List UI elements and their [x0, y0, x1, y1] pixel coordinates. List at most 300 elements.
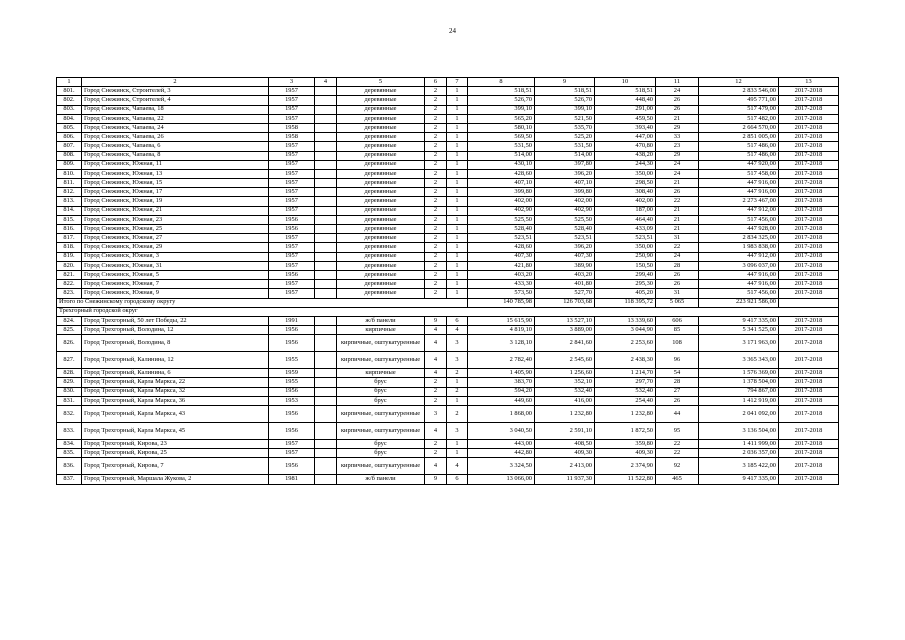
- cell-per: 2017-2018: [779, 326, 839, 335]
- cell-f: 4: [425, 458, 447, 475]
- cell-e: 1: [447, 206, 468, 215]
- cell-c4: [315, 133, 337, 142]
- cell-e: 1: [447, 114, 468, 123]
- cell-year: 1957: [269, 449, 315, 458]
- cell-f: 2: [425, 234, 447, 243]
- cell-year: 1981: [269, 475, 315, 484]
- table-row: [57, 378, 839, 387]
- cell-a2: 397,80: [535, 160, 595, 169]
- cell-a3: 2 374,90: [595, 458, 656, 475]
- cell-f: 2: [425, 215, 447, 224]
- cell-f: 4: [425, 335, 447, 352]
- cell-num: 803.: [57, 105, 82, 114]
- cell-p: 95: [656, 423, 699, 440]
- cell-e: 6: [447, 316, 468, 325]
- cell-cost: 517 479,00: [699, 105, 779, 114]
- cell-year: 1956: [269, 225, 315, 234]
- cell-p: 24: [656, 160, 699, 169]
- cell-mat: кирпичные, оштукатуренные: [337, 423, 425, 440]
- cell-year: 1957: [269, 160, 315, 169]
- column-header: 11: [656, 78, 699, 87]
- cell-per: 2017-2018: [779, 123, 839, 132]
- cell-c4: [315, 396, 337, 405]
- table-row: [57, 179, 839, 188]
- housing-register-table: [56, 77, 839, 485]
- cell-a1: 402,00: [468, 197, 535, 206]
- cell-cost: 5 341 525,00: [699, 326, 779, 335]
- cell-a1: 442,80: [468, 449, 535, 458]
- cell-cost: 2 273 467,00: [699, 197, 779, 206]
- cell-a2: 521,50: [535, 114, 595, 123]
- cell-e: 1: [447, 234, 468, 243]
- cell-c4: [315, 270, 337, 279]
- cell-mat: брус: [337, 396, 425, 405]
- cell-p: 54: [656, 369, 699, 378]
- cell-e: 1: [447, 261, 468, 270]
- cell-a1: 428,60: [468, 169, 535, 178]
- cell-mat: брус: [337, 449, 425, 458]
- cell-cost: 447 916,00: [699, 280, 779, 289]
- cell-a3: 405,20: [595, 289, 656, 298]
- cell-e: 1: [447, 123, 468, 132]
- cell-year: 1956: [269, 335, 315, 352]
- cell-f: 2: [425, 289, 447, 298]
- cell-num: 825.: [57, 326, 82, 335]
- cell-a2: 352,10: [535, 378, 595, 387]
- cell-a3: 244,30: [595, 160, 656, 169]
- cell-f: 2: [425, 160, 447, 169]
- cell-p: 24: [656, 87, 699, 96]
- cell-f: 2: [425, 378, 447, 387]
- cell-e: 1: [447, 225, 468, 234]
- cell-num: 813.: [57, 197, 82, 206]
- cell-f: 2: [425, 440, 447, 449]
- cell-a1: 525,50: [468, 215, 535, 224]
- cell-year: 1953: [269, 396, 315, 405]
- cell-num: 812.: [57, 188, 82, 197]
- cell-e: 1: [447, 396, 468, 405]
- cell-mat: брус: [337, 440, 425, 449]
- column-header: 8: [468, 78, 535, 87]
- cell-addr: Город Трехгорный, Маршала Жукова, 2: [82, 475, 269, 484]
- cell-per: 2017-2018: [779, 225, 839, 234]
- cell-a1: 13 066,00: [468, 475, 535, 484]
- cell-addr: Город Трехгорный, Кирова, 23: [82, 440, 269, 449]
- cell-num: 818.: [57, 243, 82, 252]
- cell-year: 1957: [269, 234, 315, 243]
- cell-c4: [315, 105, 337, 114]
- cell-a1: 573,50: [468, 289, 535, 298]
- header-row: [57, 78, 839, 87]
- table-row: [57, 335, 839, 352]
- cell-cost: 517 482,00: [699, 114, 779, 123]
- column-header: 10: [595, 78, 656, 87]
- cell-addr: Город Снежинск, Чапаева, 22: [82, 114, 269, 123]
- cell-per: 2017-2018: [779, 406, 839, 423]
- cell-year: 1958: [269, 133, 315, 142]
- table-row: [57, 197, 839, 206]
- cell-a2: 409,30: [535, 449, 595, 458]
- cell-year: 1957: [269, 440, 315, 449]
- cell-a3: 464,40: [595, 215, 656, 224]
- cell-num: 831.: [57, 396, 82, 405]
- cell-a2: 2 591,10: [535, 423, 595, 440]
- cell-mat: деревянные: [337, 261, 425, 270]
- cell-a1: 526,70: [468, 96, 535, 105]
- table-row: [57, 369, 839, 378]
- table-row: [57, 96, 839, 105]
- cell-a3: 350,00: [595, 169, 656, 178]
- cell-cost: 447 928,00: [699, 225, 779, 234]
- cell-a2: 399,10: [535, 105, 595, 114]
- cell-c4: [315, 87, 337, 96]
- cell-a3: 518,51: [595, 87, 656, 96]
- cell-addr: Город Снежинск, Южная, 13: [82, 169, 269, 178]
- cell-a3: 1 872,50: [595, 423, 656, 440]
- cell-per: 2017-2018: [779, 160, 839, 169]
- cell-c4: [315, 225, 337, 234]
- cell-cost: 447 916,00: [699, 270, 779, 279]
- cell-addr: Город Трехгорный, Кирова, 7: [82, 458, 269, 475]
- cell-c4: [315, 475, 337, 484]
- cell-f: 4: [425, 352, 447, 369]
- cell-f: 2: [425, 243, 447, 252]
- cell-year: 1957: [269, 243, 315, 252]
- table-row: [57, 105, 839, 114]
- cell-f: 9: [425, 316, 447, 325]
- cell-c4: [315, 160, 337, 169]
- cell-cost: 1 411 999,00: [699, 440, 779, 449]
- cell-p: 21: [656, 179, 699, 188]
- cell-mat: деревянные: [337, 87, 425, 96]
- cell-a3: 359,80: [595, 440, 656, 449]
- cell-f: 2: [425, 179, 447, 188]
- table-row: [57, 280, 839, 289]
- cell-a3: 523,51: [595, 234, 656, 243]
- cell-a1: 2 782,40: [468, 352, 535, 369]
- cell-year: 1956: [269, 406, 315, 423]
- cell-mat: деревянные: [337, 123, 425, 132]
- cell-mat: брус: [337, 387, 425, 396]
- cell-num: 820.: [57, 261, 82, 270]
- cell-num: 804.: [57, 114, 82, 123]
- cell-addr: Город Трехгорный, Калинина, 6: [82, 369, 269, 378]
- cell-mat: деревянные: [337, 234, 425, 243]
- cell-num: 816.: [57, 225, 82, 234]
- table-row: [57, 160, 839, 169]
- cell-per: 2017-2018: [779, 458, 839, 475]
- cell-addr: Город Снежинск, Южная, 15: [82, 179, 269, 188]
- cell-year: 1956: [269, 270, 315, 279]
- cell-p: 26: [656, 270, 699, 279]
- cell-a1: 407,10: [468, 179, 535, 188]
- cell-a3: 187,00: [595, 206, 656, 215]
- cell-f: 2: [425, 270, 447, 279]
- cell-c4: [315, 234, 337, 243]
- cell-num: 834.: [57, 440, 82, 449]
- cell-a2: 396,20: [535, 169, 595, 178]
- cell-a3: 1 214,70: [595, 369, 656, 378]
- cell-e: 1: [447, 133, 468, 142]
- cell-num: 808.: [57, 151, 82, 160]
- cell-mat: деревянные: [337, 142, 425, 151]
- cell-e: 1: [447, 252, 468, 261]
- cell-num: 822.: [57, 280, 82, 289]
- total-area-2: 126 703,68: [535, 298, 595, 307]
- cell-num: 817.: [57, 234, 82, 243]
- cell-p: 31: [656, 289, 699, 298]
- cell-a3: 291,00: [595, 105, 656, 114]
- cell-f: 9: [425, 475, 447, 484]
- cell-cost: 517 486,00: [699, 142, 779, 151]
- cell-per: 2017-2018: [779, 142, 839, 151]
- cell-a2: 525,50: [535, 215, 595, 224]
- cell-per: 2017-2018: [779, 96, 839, 105]
- cell-addr: Город Снежинск, Южная, 11: [82, 160, 269, 169]
- cell-a3: 2 438,30: [595, 352, 656, 369]
- cell-cost: 447 912,00: [699, 206, 779, 215]
- cell-addr: Город Снежинск, Чапаева, 6: [82, 142, 269, 151]
- page-number: 24: [449, 27, 456, 35]
- cell-mat: деревянные: [337, 133, 425, 142]
- cell-a2: 402,90: [535, 206, 595, 215]
- cell-per: 2017-2018: [779, 169, 839, 178]
- cell-c4: [315, 352, 337, 369]
- cell-c4: [315, 169, 337, 178]
- cell-a2: 11 937,30: [535, 475, 595, 484]
- cell-year: 1957: [269, 96, 315, 105]
- cell-cost: 2 834 325,00: [699, 234, 779, 243]
- cell-a3: 11 522,80: [595, 475, 656, 484]
- table-row: [57, 396, 839, 405]
- cell-per: 2017-2018: [779, 423, 839, 440]
- cell-cost: 2 833 546,00: [699, 87, 779, 96]
- cell-addr: Город Трехгорный, Карла Маркса, 32: [82, 387, 269, 396]
- cell-addr: Город Снежинск, Южная, 29: [82, 243, 269, 252]
- cell-a1: 443,00: [468, 440, 535, 449]
- cell-e: 1: [447, 449, 468, 458]
- cell-a3: 433,09: [595, 225, 656, 234]
- cell-a3: 295,30: [595, 280, 656, 289]
- cell-addr: Город Снежинск, Южная, 9: [82, 289, 269, 298]
- cell-e: 6: [447, 475, 468, 484]
- cell-p: 22: [656, 197, 699, 206]
- cell-year: 1959: [269, 369, 315, 378]
- cell-num: 833.: [57, 423, 82, 440]
- table-row: [57, 406, 839, 423]
- cell-year: 1957: [269, 169, 315, 178]
- cell-a3: 448,40: [595, 96, 656, 105]
- cell-cost: 3 171 963,00: [699, 335, 779, 352]
- cell-cost: 447 916,00: [699, 179, 779, 188]
- cell-num: 819.: [57, 252, 82, 261]
- cell-cost: 517 486,00: [699, 151, 779, 160]
- cell-c4: [315, 188, 337, 197]
- cell-addr: Город Снежинск, Чапаева, 18: [82, 105, 269, 114]
- cell-p: 92: [656, 458, 699, 475]
- cell-a3: 470,80: [595, 142, 656, 151]
- column-header: 2: [82, 78, 269, 87]
- total-residents: 5 065: [656, 298, 699, 307]
- cell-per: 2017-2018: [779, 475, 839, 484]
- cell-mat: кирпичные, оштукатуренные: [337, 406, 425, 423]
- cell-a1: 433,30: [468, 280, 535, 289]
- cell-a2: 3 889,00: [535, 326, 595, 335]
- cell-addr: Город Снежинск, Чапаева, 8: [82, 151, 269, 160]
- cell-a1: 518,51: [468, 87, 535, 96]
- cell-per: 2017-2018: [779, 396, 839, 405]
- cell-e: 2: [447, 369, 468, 378]
- cell-mat: деревянные: [337, 197, 425, 206]
- cell-per: 2017-2018: [779, 105, 839, 114]
- cell-addr: Город Трехгорный, Кирова, 25: [82, 449, 269, 458]
- cell-mat: брус: [337, 378, 425, 387]
- cell-e: 1: [447, 280, 468, 289]
- cell-a3: 438,20: [595, 151, 656, 160]
- cell-per: 2017-2018: [779, 252, 839, 261]
- cell-num: 807.: [57, 142, 82, 151]
- cell-a2: 1 256,60: [535, 369, 595, 378]
- cell-addr: Город Снежинск, Южная, 19: [82, 197, 269, 206]
- cell-cost: 1 412 919,00: [699, 396, 779, 405]
- cell-c4: [315, 458, 337, 475]
- cell-p: 29: [656, 151, 699, 160]
- cell-a1: 565,20: [468, 114, 535, 123]
- cell-addr: Город Трехгорный, Карла Маркса, 45: [82, 423, 269, 440]
- cell-cost: 2 036 357,00: [699, 449, 779, 458]
- cell-a3: 409,30: [595, 449, 656, 458]
- cell-p: 21: [656, 215, 699, 224]
- cell-per: 2017-2018: [779, 261, 839, 270]
- cell-f: 2: [425, 280, 447, 289]
- cell-c4: [315, 378, 337, 387]
- cell-cost: 2 041 092,00: [699, 406, 779, 423]
- cell-e: 4: [447, 326, 468, 335]
- cell-per: 2017-2018: [779, 151, 839, 160]
- cell-a3: 150,50: [595, 261, 656, 270]
- cell-p: 28: [656, 378, 699, 387]
- cell-a3: 250,90: [595, 252, 656, 261]
- table-row: [57, 215, 839, 224]
- cell-p: 27: [656, 387, 699, 396]
- cell-e: 1: [447, 289, 468, 298]
- cell-p: 96: [656, 352, 699, 369]
- cell-e: 1: [447, 215, 468, 224]
- cell-mat: ж/б панели: [337, 475, 425, 484]
- table-row: [57, 87, 839, 96]
- cell-num: 811.: [57, 179, 82, 188]
- cell-e: 4: [447, 458, 468, 475]
- cell-per: 2017-2018: [779, 133, 839, 142]
- total-area-1: 140 785,98: [468, 298, 535, 307]
- cell-a2: 408,50: [535, 440, 595, 449]
- cell-num: 836.: [57, 458, 82, 475]
- cell-a2: 399,80: [535, 188, 595, 197]
- cell-f: 2: [425, 261, 447, 270]
- table-row: [57, 440, 839, 449]
- table-row: [57, 352, 839, 369]
- column-header: 12: [699, 78, 779, 87]
- cell-num: 814.: [57, 206, 82, 215]
- total-row: [57, 298, 839, 307]
- cell-f: 2: [425, 206, 447, 215]
- cell-f: 4: [425, 423, 447, 440]
- column-header: 3: [269, 78, 315, 87]
- cell-p: 22: [656, 243, 699, 252]
- cell-a2: 416,00: [535, 396, 595, 405]
- cell-a1: 594,20: [468, 387, 535, 396]
- cell-c4: [315, 440, 337, 449]
- cell-num: 832.: [57, 406, 82, 423]
- total-area-3: 118 395,72: [595, 298, 656, 307]
- cell-num: 809.: [57, 160, 82, 169]
- column-header: 5: [337, 78, 425, 87]
- table-row: [57, 151, 839, 160]
- cell-f: 2: [425, 142, 447, 151]
- cell-e: 1: [447, 160, 468, 169]
- cell-e: 1: [447, 197, 468, 206]
- cell-mat: кирпичные: [337, 369, 425, 378]
- cell-a3: 393,40: [595, 123, 656, 132]
- cell-p: 26: [656, 96, 699, 105]
- table-row: [57, 316, 839, 325]
- column-header: 13: [779, 78, 839, 87]
- cell-a2: 526,70: [535, 96, 595, 105]
- cell-a2: 2 841,60: [535, 335, 595, 352]
- cell-mat: кирпичные: [337, 326, 425, 335]
- cell-year: 1957: [269, 151, 315, 160]
- cell-p: 26: [656, 105, 699, 114]
- cell-p: 44: [656, 406, 699, 423]
- cell-f: 2: [425, 123, 447, 132]
- cell-per: 2017-2018: [779, 179, 839, 188]
- cell-mat: деревянные: [337, 114, 425, 123]
- cell-c4: [315, 316, 337, 325]
- cell-a1: 531,50: [468, 142, 535, 151]
- cell-a1: 580,10: [468, 123, 535, 132]
- cell-e: 1: [447, 87, 468, 96]
- cell-addr: Город Снежинск, Южная, 23: [82, 215, 269, 224]
- cell-per: 2017-2018: [779, 114, 839, 123]
- table-row: [57, 449, 839, 458]
- cell-p: 21: [656, 225, 699, 234]
- column-header: 9: [535, 78, 595, 87]
- cell-p: 21: [656, 206, 699, 215]
- cell-num: 826.: [57, 335, 82, 352]
- cell-a1: 430,10: [468, 160, 535, 169]
- cell-p: 28: [656, 261, 699, 270]
- column-header: 7: [447, 78, 468, 87]
- cell-c4: [315, 280, 337, 289]
- cell-f: 2: [425, 151, 447, 160]
- cell-per: 2017-2018: [779, 316, 839, 325]
- table-row: [57, 252, 839, 261]
- cell-year: 1956: [269, 387, 315, 396]
- cell-a1: 407,30: [468, 252, 535, 261]
- cell-num: 837.: [57, 475, 82, 484]
- cell-mat: ж/б панели: [337, 316, 425, 325]
- cell-cost: 3 096 037,00: [699, 261, 779, 270]
- cell-year: 1957: [269, 105, 315, 114]
- cell-num: 830.: [57, 387, 82, 396]
- cell-mat: деревянные: [337, 169, 425, 178]
- cell-per: 2017-2018: [779, 87, 839, 96]
- cell-f: 2: [425, 449, 447, 458]
- cell-a1: 421,80: [468, 261, 535, 270]
- cell-f: 2: [425, 87, 447, 96]
- cell-e: 2: [447, 387, 468, 396]
- cell-a1: 399,10: [468, 105, 535, 114]
